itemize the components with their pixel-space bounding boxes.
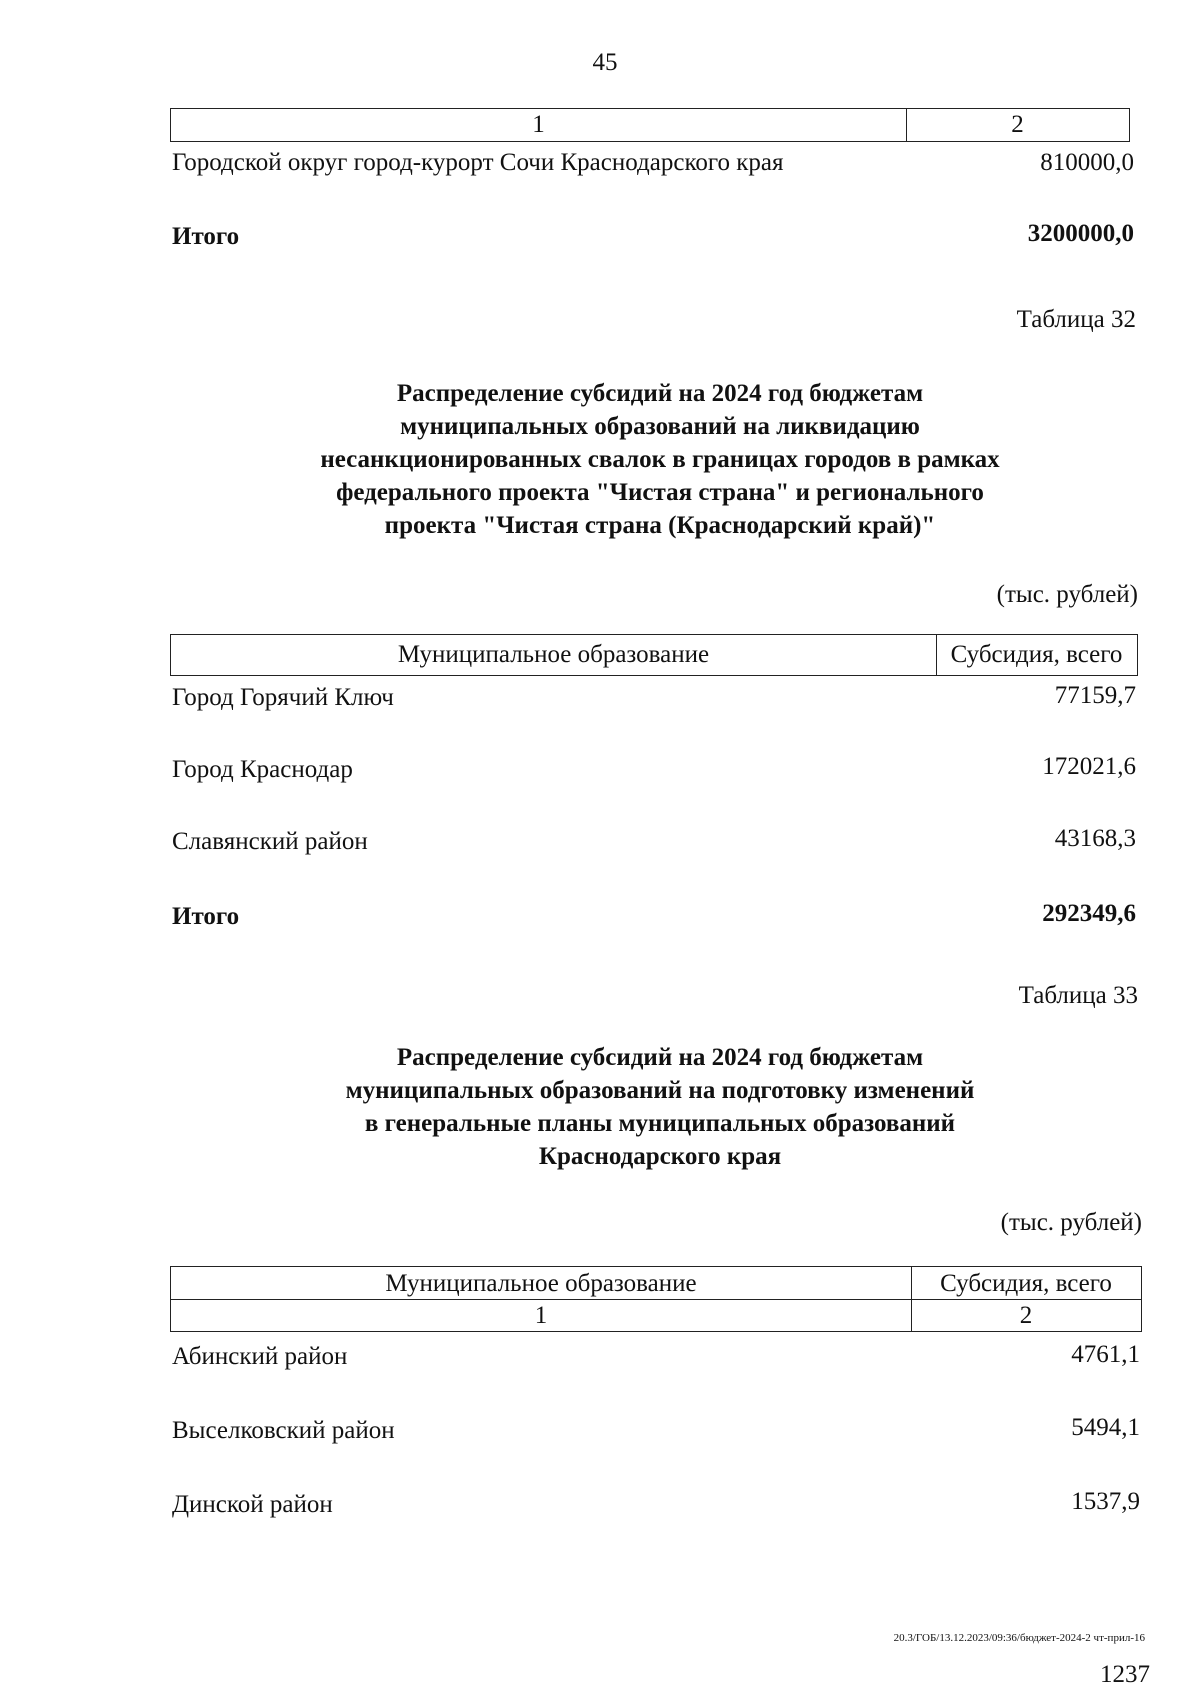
- row-value: 4761,1: [1071, 1341, 1140, 1368]
- column-header-subsidy: Субсидия, всего: [950, 641, 1123, 668]
- row-name: Динской район: [172, 1491, 333, 1518]
- title-line: Распределение субсидий на 2024 год бюджетам: [396, 380, 924, 407]
- title-line: федерального проекта "Чистая страна" и регионального: [336, 479, 984, 506]
- row-name: Город Горячий Ключ: [172, 684, 394, 711]
- title-line: муниципальных образований на подготовку изменений: [345, 1077, 975, 1104]
- row-name: Город Краснодар: [172, 756, 353, 783]
- table32-label: Таблица 32: [1016, 306, 1136, 333]
- column-number-2: 2: [1019, 1301, 1033, 1329]
- title-line: Краснодарского края: [538, 1143, 782, 1170]
- table32-header: [170, 634, 1138, 676]
- row-name: Выселковский район: [172, 1417, 395, 1444]
- table33-title: [160, 1041, 1160, 1173]
- row-name: Городской округ город-курорт Сочи Краснодарского края: [172, 149, 784, 176]
- title-line: муниципальных образований на ликвидацию: [400, 413, 920, 440]
- row-name: Абинский район: [172, 1343, 348, 1370]
- total-label: Итого: [172, 223, 240, 250]
- table32-title: [160, 377, 1160, 542]
- table32-units: (тыс. рублей): [996, 581, 1138, 608]
- row-name: Славянский район: [172, 828, 368, 855]
- column-header-municipality: Муниципальное образование: [397, 641, 710, 668]
- column-number-2: 2: [1011, 111, 1024, 138]
- column-number-1: 1: [534, 1301, 548, 1329]
- page-number: 45: [592, 49, 618, 76]
- title-line: несанкционированных свалок в границах городов в рамках: [320, 446, 1000, 473]
- column-number-1: 1: [532, 111, 545, 138]
- column-header-municipality: Муниципальное образование: [385, 1269, 697, 1297]
- row-value: 810000,0: [1040, 149, 1134, 176]
- total-label: Итого: [172, 903, 240, 930]
- title-line: в генеральные планы муниципальных образований: [364, 1110, 956, 1137]
- sheet-number: 1237: [1100, 1661, 1150, 1688]
- header-row-divider: [171, 1299, 1141, 1300]
- title-line: Распределение субсидий на 2024 год бюджетам: [396, 1044, 924, 1071]
- row-value: 43168,3: [1054, 825, 1136, 852]
- column-header-subsidy: Субсидия, всего: [940, 1269, 1112, 1297]
- continuation-table-header: [170, 108, 1130, 142]
- table33-header: [170, 1266, 1142, 1332]
- row-value: 77159,7: [1054, 682, 1136, 709]
- row-value: 172021,6: [1042, 753, 1136, 780]
- title-line: проекта "Чистая страна (Краснодарский край)": [384, 512, 936, 539]
- row-value: 5494,1: [1071, 1414, 1140, 1441]
- table33-units: (тыс. рублей): [1000, 1209, 1142, 1236]
- total-value: 3200000,0: [1027, 220, 1134, 247]
- document-code: 20.3/ГОБ/13.12.2023/09:36/бюджет-2024-2 чт-прил-16: [893, 1632, 1145, 1644]
- total-value: 292349,6: [1042, 900, 1136, 927]
- row-value: 1537,9: [1071, 1488, 1140, 1515]
- table33-label: Таблица 33: [1018, 982, 1138, 1009]
